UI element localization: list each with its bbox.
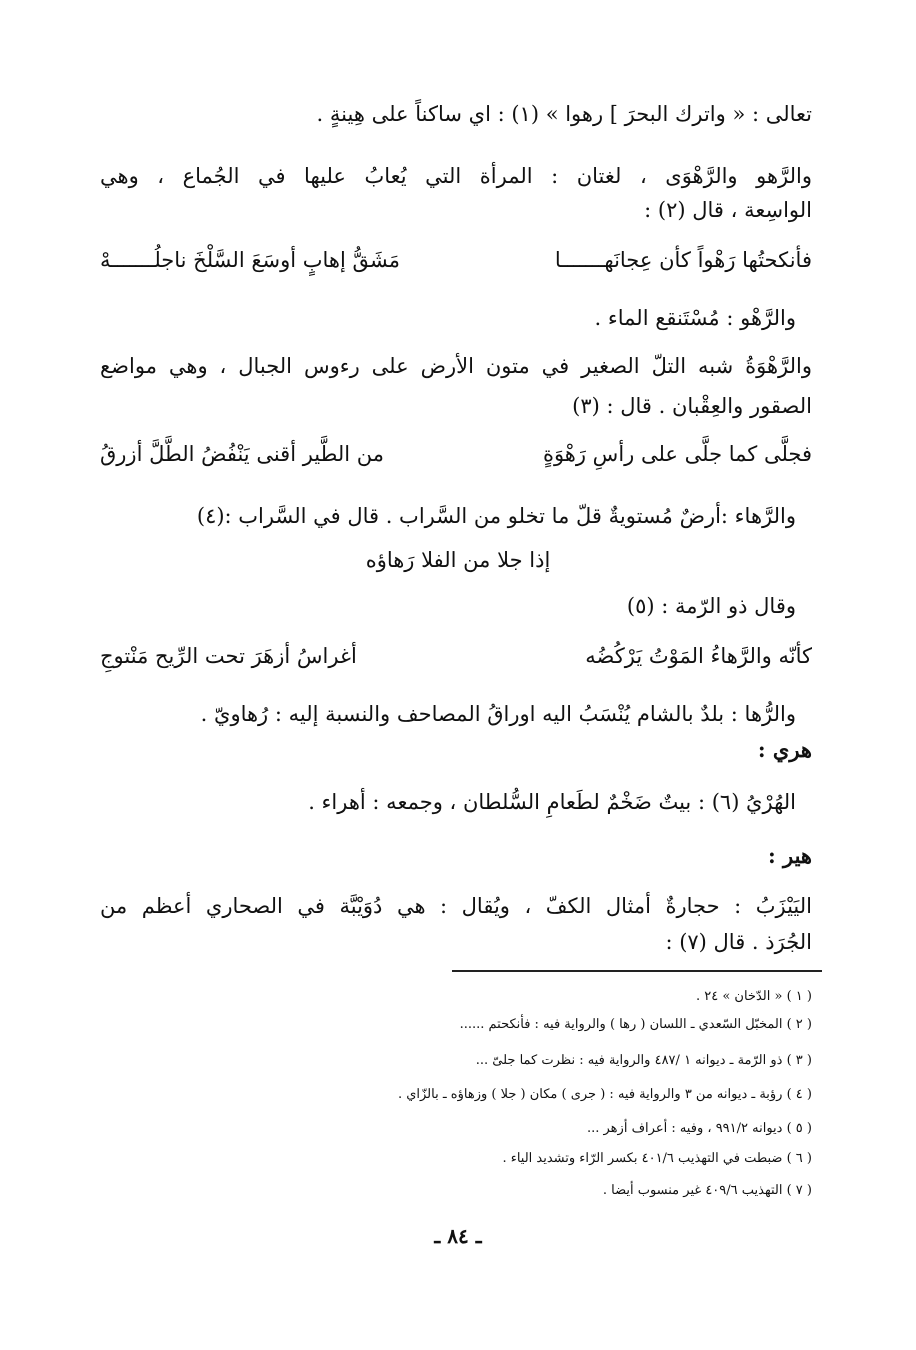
footnote-separator bbox=[452, 970, 822, 972]
text-line-4: والرَّهْو : مُسْتَنقع الماء . bbox=[594, 306, 796, 330]
footnote-1: ( ١ ) « الدّخان » ٢٤ . bbox=[695, 989, 812, 1004]
verse-1-first-hemistich: فأنكحتُها رَهْواً كأن عِجانَهـــــــا bbox=[554, 248, 812, 272]
footnote-4: ( ٤ ) رؤبة ـ ديوانه من ٣ والرواية فيه : ( جرى ) مكان ( جلا ) وزهاؤه ـ بالزّاي . bbox=[397, 1087, 812, 1102]
footnote-5: ( ٥ ) ديوانه ٩٩١/٢ ، وفيه : أعراف أزهر ... bbox=[586, 1121, 812, 1136]
entry-heading-hry: هري : bbox=[757, 737, 812, 762]
verse-2 bbox=[100, 434, 812, 474]
verse-2-second-hemistich: من الطَّير أقنى يَنْفُضُ الطَّلَّ أزرقُ bbox=[100, 442, 385, 466]
text-line-11: الهُرْيُ (٦) : بيتٌ ضَخْمٌ لطَعامِ السُّلطان ، وجمعه : أهراء . bbox=[308, 790, 796, 814]
text-line-7: والرَّهاء :أرضٌ مُستويةٌ قلّ ما تخلو من السَّراب . قال في السَّراب :(٤) bbox=[196, 504, 796, 528]
verse-2-first-hemistich: فجلَّى كما جلَّى على رأسِ رَهْوَةٍ bbox=[542, 442, 812, 466]
text-line-6: الصقور والعِقْبان . قال : (٣) bbox=[572, 394, 812, 418]
text-line-10: والرُّها : بلدٌ بالشام يُنْسَبُ اليه اوراقُ المصاحف والنسبة إليه : رُهاويّ . bbox=[200, 702, 796, 726]
text-line-8: إذا جلا من الفلا رَهاؤه bbox=[365, 548, 551, 572]
footnote-7: ( ٧ ) التهذيب ٤٠٩/٦ غير منسوب أيضا . bbox=[602, 1183, 812, 1198]
text-line-2: والرَّهو والرَّهْوَى ، لغتان : المرأة التي يُعابُ عليها في الجُماع ، وهي bbox=[100, 164, 812, 188]
text-line-5: والرَّهْوَةُ شبه التلّ الصغير في متون الأرض على رءوس الجبال ، وهي مواضع bbox=[100, 354, 812, 378]
footnote-3: ( ٣ ) ذو الرّمة ـ ديوانه ١ /٤٨٧ والرواية فيه : نظرت كما جلىّ ... bbox=[475, 1053, 812, 1068]
verse-3-first-hemistich: كأنّه والرَّهاءُ المَوْتُ يَرْكُضُه bbox=[585, 644, 812, 668]
verse-1 bbox=[100, 240, 812, 280]
footnote-6: ( ٦ ) ضبطت في التهذيب ٤٠١/٦ بكسر الرّاء وتشديد الياء . bbox=[502, 1151, 812, 1166]
text-line-9: وقال ذو الرّمة : (٥) bbox=[626, 594, 796, 618]
verse-3-second-hemistich: أغراسُ أزهَرَ تحت الرِّيح مَنْتوجِ bbox=[100, 644, 357, 668]
entry-heading-hyr: هير : bbox=[767, 843, 812, 868]
text-line-13: الجُرَذ . قال (٧) : bbox=[665, 930, 812, 954]
text-line-1: تعالى : « واترك البحرَ ] رهوا » (١) : اي ساكناً على هِينةٍ . bbox=[316, 102, 812, 126]
footnote-2: ( ٢ ) المخبّل السّعدي ـ اللسان ( رها ) والرواية فيه : فأنكحتم ...... bbox=[459, 1017, 812, 1032]
text-line-3: الواسِعة ، قال (٢) : bbox=[644, 198, 812, 222]
verse-1-second-hemistich: مَشَقُّ إهابٍ أوسَعَ السَّلْخَ ناجلُـــــــهْ bbox=[100, 248, 400, 272]
page-number: ـ ٨٤ ـ bbox=[434, 1224, 482, 1248]
text-line-12: اليَيْزَبُ : حجارةٌ أمثال الكفّ ، ويُقال : هي دُوَيْبَّة في الصحاري أعظم من bbox=[100, 894, 812, 918]
verse-3 bbox=[100, 636, 812, 676]
